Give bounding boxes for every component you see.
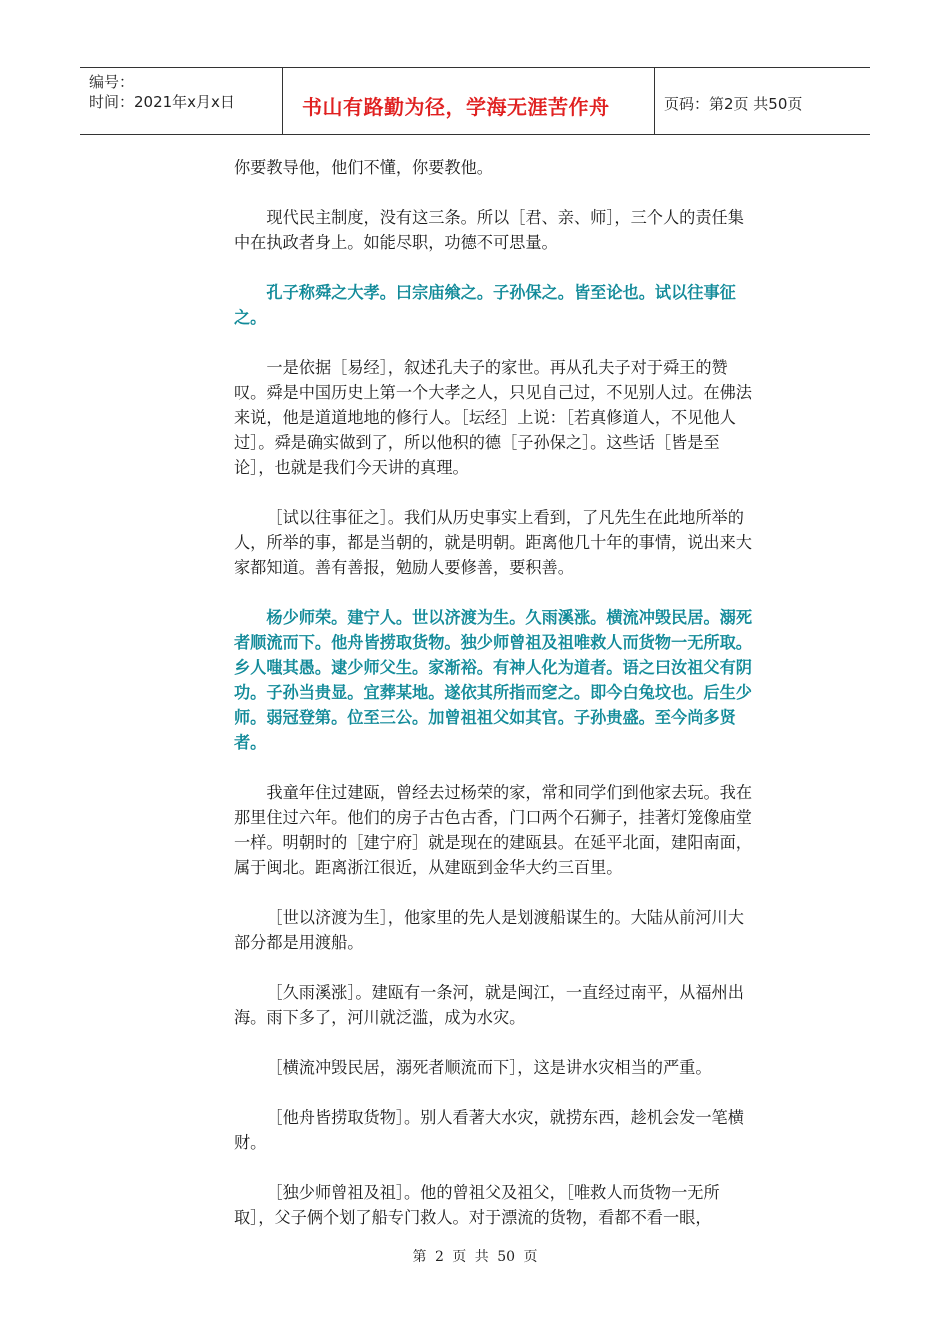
header-info-cell (80, 68, 283, 134)
body-paragraph: ［横流冲毁民居，溺死者顺流而下］，这是讲水灾相当的严重。 (266, 1058, 712, 1077)
body-paragraph: 我童年住过建瓯，曾经去过杨荣的家，常和同学们到他家去玩。我在那里住过六年。他们的房子古色古香，门口两个石狮子，挂著灯笼像庙堂一样。明朝时的［建宁府］就是现在的建瓯县。在延平北面，建阳南面，属于闽北。距离浙江很近，从建瓯到金华大约三百里。 (234, 783, 753, 877)
body-paragraph: ［独少师曾祖及祖］。他的曾祖父及祖父，［唯救人而货物一无所取］，父子俩个划了船专门救人。对于漂流的货物，看都不看一眼， (234, 1183, 720, 1227)
page-header (80, 67, 870, 135)
header-page-number: 页码：第2页 共50页 (664, 95, 803, 113)
classical-quote-paragraph: 杨少师荣。建宁人。世以济渡为生。久雨溪涨。横流冲毁民居。溺死者顺流而下。他舟皆捞取货物。独少师曾祖及祖唯救人而货物一无所取。乡人嗤其愚。逮少师父生。家渐裕。有神人化为道者。语之曰汝祖父有阴功。子孙当贵显。宜葬某地。遂依其所指而窆之。即今白兔坟也。后生少师。弱冠登第。位至三公。加曾祖祖父如其官。子孙贵盛。至今尚多贤者。 (234, 608, 753, 752)
body-paragraph: ［试以往事征之］。我们从历史事实上看到，了凡先生在此地所举的人，所举的事，都是当朝的，就是明朝。距离他几十年的事情，说出来大家都知道。善有善报，勉励人要修善，要积善。 (234, 508, 752, 577)
body-paragraph: 现代民主制度，没有这三条。所以［君、亲、师］，三个人的责任集中在执政者身上。如能尽职，功德不可思量。 (234, 208, 744, 252)
body-paragraph: 你要教导他，他们不懂，你要教他。 (234, 158, 493, 177)
body-paragraph: ［久雨溪涨］。建瓯有一条河，就是闽江，一直经过南平，从福州出海。雨下多了，河川就泛滥，成为水灾。 (234, 983, 744, 1027)
header-page-cell (654, 68, 870, 134)
page-footer: 第 2 页 共 50 页 (412, 1249, 538, 1265)
header-motto: 书山有路勤为径，学海无涯苦作舟 (302, 95, 610, 119)
body-paragraph: 一是依据［易经］，叙述孔夫子的家世。再从孔夫子对于舜王的赞叹。舜是中国历史上第一个大孝之人，只见自己过，不见别人过。在佛法来说，他是道道地地的修行人。［坛经］上说：［若真修道人，不见他人过］。舜是确实做到了，所以他积的德［子孙保之］。这些话［皆是至论］，也就是我们今天讲的真理。 (234, 358, 752, 477)
document-date-label: 时间：2021年x月x日 (89, 93, 235, 111)
header-motto-cell (282, 68, 655, 134)
document-body (234, 155, 754, 1255)
document-number-label: 编号： (89, 73, 135, 91)
classical-quote-paragraph: 孔子称舜之大孝。曰宗庙飨之。子孙保之。皆至论也。试以往事征之。 (234, 283, 736, 327)
body-paragraph: ［他舟皆捞取货物］。别人看著大水灾，就捞东西，趁机会发一笔横财。 (234, 1108, 744, 1152)
body-paragraph: ［世以济渡为生］，他家里的先人是划渡船谋生的。大陆从前河川大部分都是用渡船。 (234, 908, 744, 952)
